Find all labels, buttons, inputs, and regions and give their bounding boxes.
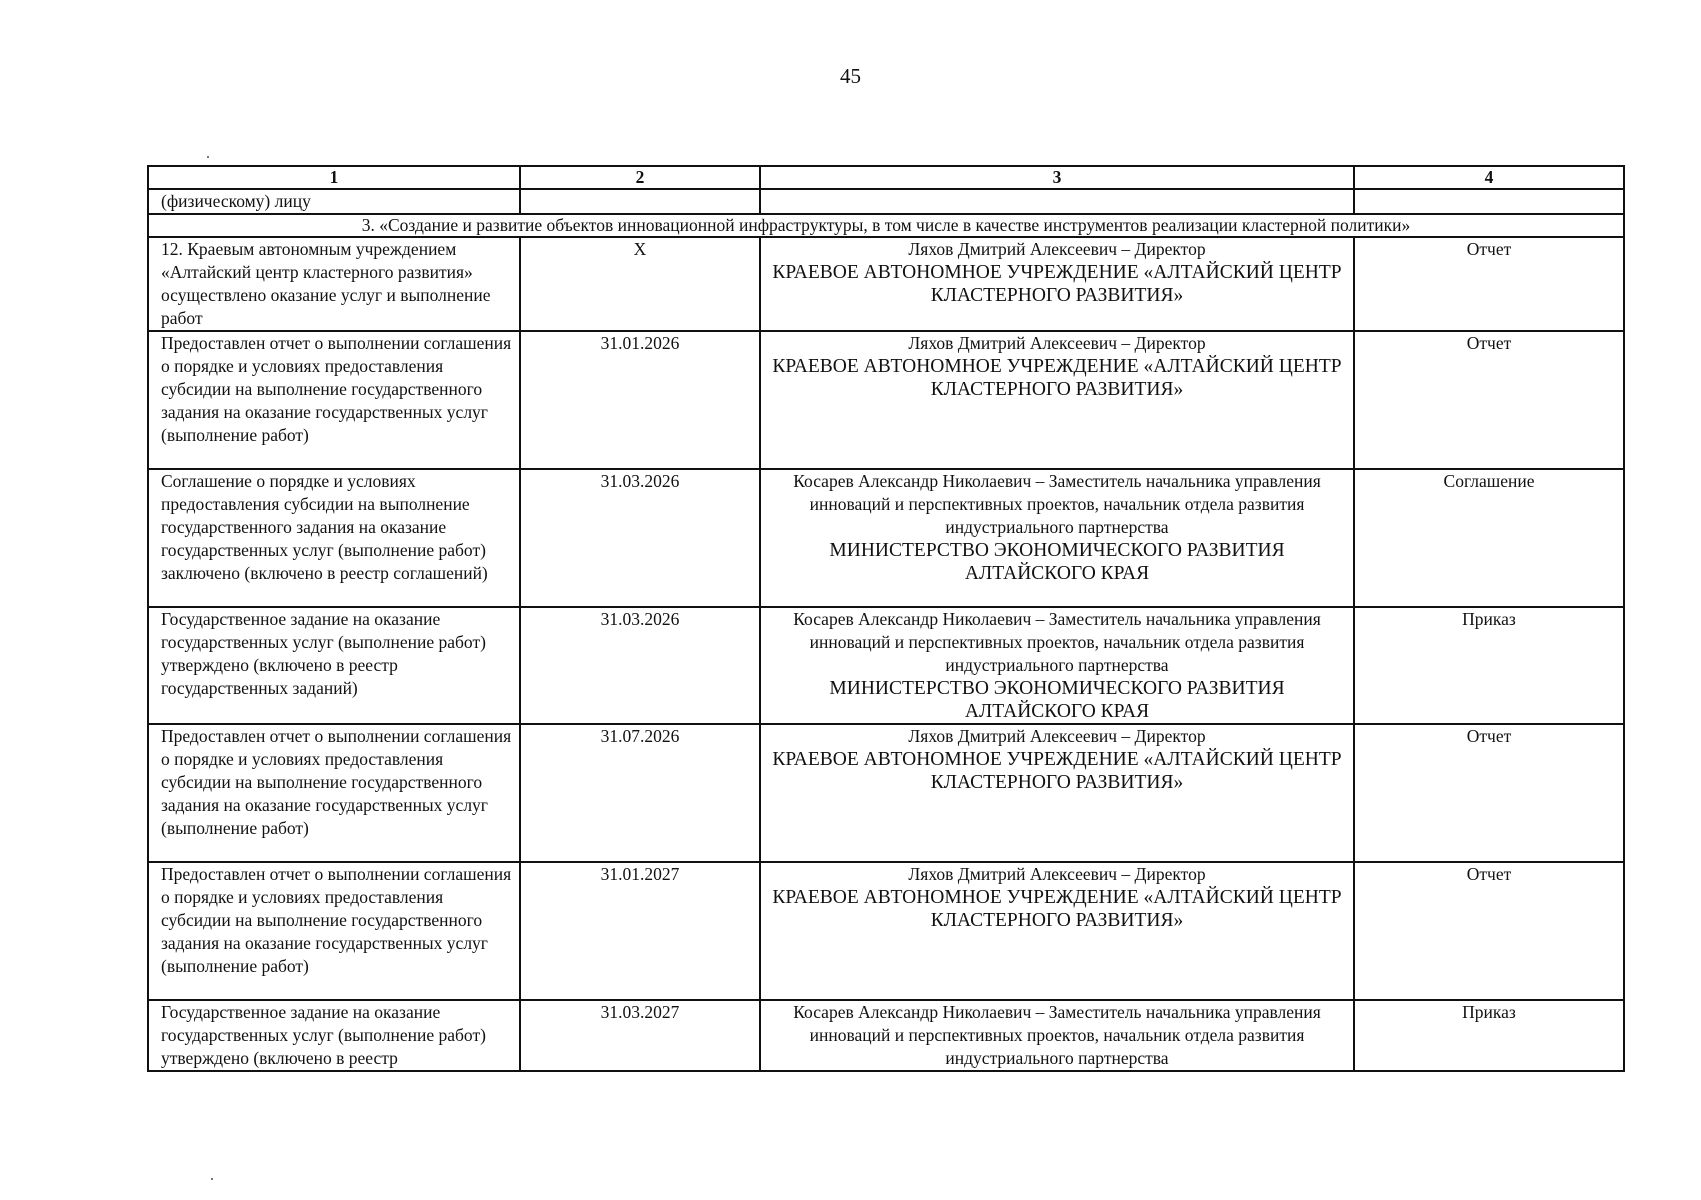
table-row — [148, 331, 1624, 469]
responsible-person: Косарев Александр Николаевич – Заместитель начальника управления инноваций и перспективных проектов, начальник отдела развития индустриального партнерства — [793, 471, 1321, 537]
event-cell: Предоставлен отчет о выполнении соглашения о порядке и условиях предоставления субсидии на выполнение государственного задания на оказание государственных услуг (выполнение работ) — [148, 724, 520, 862]
table-row — [148, 607, 1624, 724]
table-row — [148, 862, 1624, 1000]
event-cell: 12. Краевым автономным учреждением «Алтайский центр кластерного развития» осуществлено оказание услуг и выполнение работ — [148, 237, 520, 331]
responsible-cell — [760, 331, 1354, 469]
responsible-cell — [760, 607, 1354, 724]
column-number-4: 4 — [1354, 166, 1624, 189]
document-type-cell: Отчет — [1354, 862, 1624, 1000]
section-row — [148, 214, 1624, 237]
date-cell: 31.03.2026 — [520, 469, 760, 607]
responsible-person: Ляхов Дмитрий Алексеевич – Директор — [908, 726, 1206, 746]
document-type-cell: Отчет — [1354, 331, 1624, 469]
event-cell: Государственное задание на оказание государственных услуг (выполнение работ) утверждено (включено в реестр государственных заданий) — [148, 607, 520, 724]
column-number-1: 1 — [148, 166, 520, 189]
event-cell: Государственное задание на оказание государственных услуг (выполнение работ) утверждено (включено в реестр — [148, 1000, 520, 1071]
document-type-cell: Приказ — [1354, 1000, 1624, 1071]
responsible-cell — [760, 469, 1354, 607]
document-type-cell: Приказ — [1354, 607, 1624, 724]
responsible-organization: КРАЕВОЕ АВТОНОМНОЕ УЧРЕЖДЕНИЕ «АЛТАЙСКИЙ ЦЕНТР КЛАСТЕРНОГО РАЗВИТИЯ» — [772, 262, 1342, 306]
scan-speck — [211, 1178, 213, 1180]
responsible-cell — [760, 862, 1354, 1000]
document-type-cell: Отчет — [1354, 724, 1624, 862]
continuation-row — [148, 189, 1624, 214]
table-header-row — [148, 166, 1624, 189]
responsible-person: Ляхов Дмитрий Алексеевич – Директор — [908, 864, 1206, 884]
page-number: 45 — [840, 64, 861, 88]
date-cell: 31.07.2026 — [520, 724, 760, 862]
responsible-person: Ляхов Дмитрий Алексеевич – Директор — [908, 239, 1206, 259]
column-number-3: 3 — [760, 166, 1354, 189]
date-cell: 31.03.2026 — [520, 607, 760, 724]
table-row — [148, 724, 1624, 862]
responsible-cell — [760, 724, 1354, 862]
document-type-cell: Отчет — [1354, 237, 1624, 331]
event-cell: Предоставлен отчет о выполнении соглашения о порядке и условиях предоставления субсидии на выполнение государственного задания на оказание государственных услуг (выполнение работ) — [148, 862, 520, 1000]
date-cell: 31.01.2026 — [520, 331, 760, 469]
responsible-cell — [760, 237, 1354, 331]
event-cell: Предоставлен отчет о выполнении соглашения о порядке и условиях предоставления субсидии на выполнение государственного задания на оказание государственных услуг (выполнение работ) — [148, 331, 520, 469]
responsible-person: Ляхов Дмитрий Алексеевич – Директор — [908, 333, 1206, 353]
responsible-organization: КРАЕВОЕ АВТОНОМНОЕ УЧРЕЖДЕНИЕ «АЛТАЙСКИЙ ЦЕНТР КЛАСТЕРНОГО РАЗВИТИЯ» — [772, 749, 1342, 793]
responsible-cell — [760, 1000, 1354, 1071]
document-type-cell: Соглашение — [1354, 469, 1624, 607]
responsible-person: Косарев Александр Николаевич – Заместитель начальника управления инноваций и перспективных проектов, начальник отдела развития индустриального партнерства — [793, 1002, 1321, 1068]
date-cell: 31.03.2027 — [520, 1000, 760, 1071]
scan-speck — [207, 156, 209, 158]
table-row — [148, 237, 1624, 331]
table-row — [148, 1000, 1624, 1071]
section-title: 3. «Создание и развитие объектов инновационной инфраструктуры, в том числе в качестве инструментов реализации кластерной политики» — [148, 214, 1624, 237]
date-cell: X — [520, 237, 760, 331]
date-cell: 31.01.2027 — [520, 862, 760, 1000]
responsible-organization: МИНИСТЕРСТВО ЭКОНОМИЧЕСКОГО РАЗВИТИЯ АЛТАЙСКОГО КРАЯ — [829, 540, 1285, 584]
responsible-person: Косарев Александр Николаевич – Заместитель начальника управления инноваций и перспективных проектов, начальник отдела развития индустриального партнерства — [793, 609, 1321, 675]
column-number-2: 2 — [520, 166, 760, 189]
table-row — [148, 469, 1624, 607]
empty-cell — [1354, 189, 1624, 214]
empty-cell — [760, 189, 1354, 214]
empty-cell — [520, 189, 760, 214]
responsible-organization: МИНИСТЕРСТВО ЭКОНОМИЧЕСКОГО РАЗВИТИЯ АЛТАЙСКОГО КРАЯ — [829, 678, 1285, 722]
continuation-cell: (физическому) лицу — [148, 189, 520, 214]
responsible-organization: КРАЕВОЕ АВТОНОМНОЕ УЧРЕЖДЕНИЕ «АЛТАЙСКИЙ ЦЕНТР КЛАСТЕРНОГО РАЗВИТИЯ» — [772, 887, 1342, 931]
document-table — [147, 165, 1625, 1072]
responsible-organization: КРАЕВОЕ АВТОНОМНОЕ УЧРЕЖДЕНИЕ «АЛТАЙСКИЙ ЦЕНТР КЛАСТЕРНОГО РАЗВИТИЯ» — [772, 356, 1342, 400]
event-cell: Соглашение о порядке и условиях предоставления субсидии на выполнение государственного задания на оказание государственных услуг (выполнение работ) заключено (включено в реестр соглашений) — [148, 469, 520, 607]
